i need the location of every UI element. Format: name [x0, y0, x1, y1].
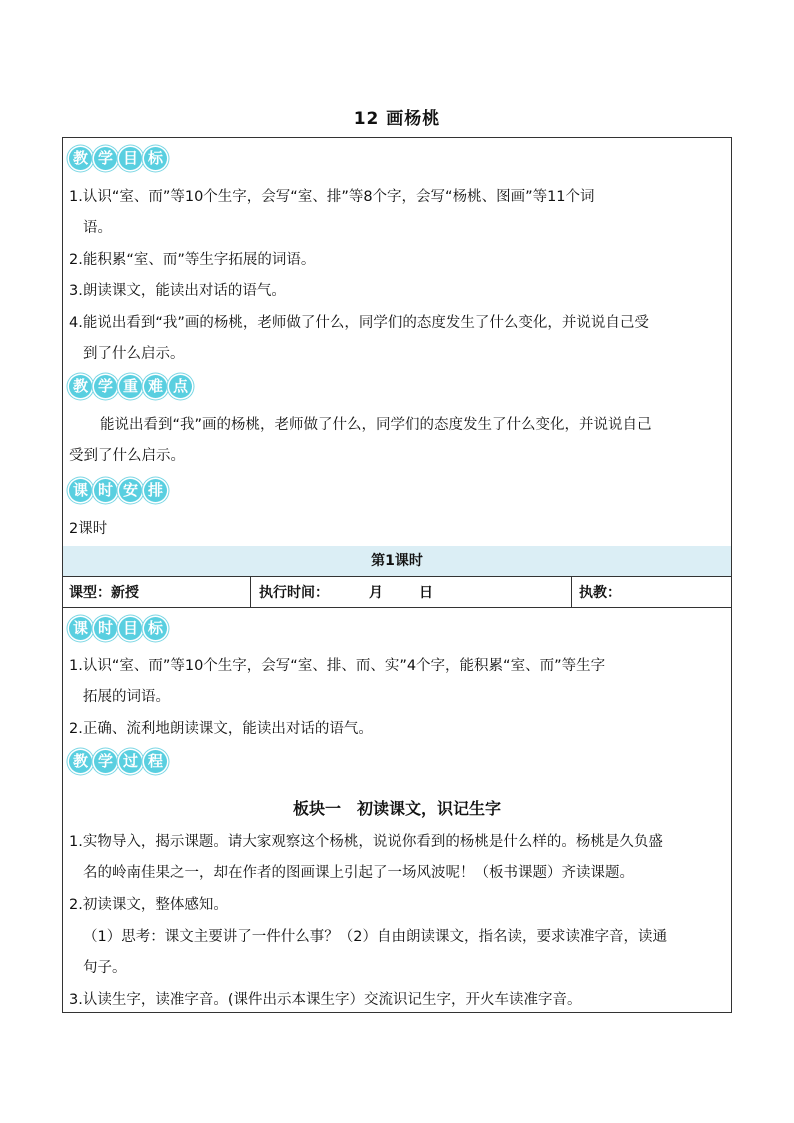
lesson-goal-2: 2.正确、流利地朗读课文，能读出对话的语气。	[69, 721, 373, 737]
badge-char: 目	[119, 617, 142, 640]
badge-char: 学	[94, 375, 117, 398]
teacher-label: 执教：	[579, 585, 621, 601]
badge-char: 教	[69, 375, 92, 398]
lesson-header: 第1课时	[63, 546, 731, 576]
lesson-goal-1-line1: 1.认识“室、而”等10个生字，会写“室、排、而、实”4个字，能积累“室、而”等生字	[69, 658, 606, 674]
badge-char: 标	[144, 147, 167, 170]
process-3-line2: 句子。	[83, 960, 127, 976]
key-points-line1: 能说出看到“我”画的杨桃，老师做了什么，同学们的态度发生了什么变化，并说说自己	[100, 417, 652, 433]
section-badge-process	[69, 750, 167, 778]
divider	[63, 576, 731, 577]
objective-2: 2.能积累“室、而”等生字拓展的词语。	[69, 252, 316, 268]
badge-char: 课	[69, 479, 92, 502]
process-2: 2.初读课文，整体感知。	[69, 897, 228, 913]
day-label: 日	[419, 585, 433, 601]
badge-char: 学	[94, 147, 117, 170]
divider	[63, 607, 731, 608]
objective-4-line2: 到了什么启示。	[83, 346, 185, 362]
process-3-line1: （1）思考：课文主要讲了一件什么事？（2）自由朗读课文，指名读，要求读准字音，读通	[83, 929, 667, 945]
badge-char: 程	[144, 750, 167, 773]
execution-time-label: 执行时间：	[259, 585, 329, 601]
badge-char: 时	[94, 479, 117, 502]
process-4: 3.认读生字，读准字音。(课件出示本课生字）交流识记生字，开火车读准字音。	[69, 992, 582, 1008]
section-badge-lesson-goals	[69, 617, 167, 645]
badge-char: 标	[144, 617, 167, 640]
badge-char: 教	[69, 147, 92, 170]
section-badge-key-points	[69, 375, 192, 403]
process-1-line2: 名的岭南佳果之一，却在作者的图画课上引起了一场风波呢！（板书课题）齐读课题。	[83, 865, 634, 881]
month-label: 月	[369, 585, 383, 601]
badge-char: 安	[119, 479, 142, 502]
objective-1-line1: 1.认识“室、而”等10个生字，会写“室、排”等8个字，会写“杨桃、图画”等11个词	[69, 189, 595, 205]
badge-char: 学	[94, 750, 117, 773]
lesson-plan-table	[62, 137, 732, 1013]
column-divider	[571, 576, 572, 607]
schedule-text: 2课时	[69, 521, 108, 537]
lesson-goal-1-line2: 拓展的词语。	[83, 689, 170, 705]
page-title: 12 画杨桃	[353, 109, 441, 129]
badge-char: 排	[144, 479, 167, 502]
objective-4-line1: 4.能说出看到“我”画的杨桃，老师做了什么，同学们的态度发生了什么变化，并说说自己受	[69, 315, 649, 331]
process-1-line1: 1.实物导入，揭示课题。请大家观察这个杨桃，说说你看到的杨桃是什么样的。杨桃是久负盛	[69, 834, 663, 850]
key-points-line2: 受到了什么启示。	[69, 448, 185, 464]
section-badge-schedule	[69, 479, 167, 507]
badge-char: 点	[169, 375, 192, 398]
objective-1-line2: 语。	[83, 220, 112, 236]
column-divider	[250, 576, 251, 607]
objective-3: 3.朗读课文，能读出对话的语气。	[69, 283, 286, 299]
badge-char: 重	[119, 375, 142, 398]
badge-char: 过	[119, 750, 142, 773]
block-title: 板块一 初读课文，识记生字	[292, 799, 501, 818]
badge-char: 难	[144, 375, 167, 398]
badge-char: 目	[119, 147, 142, 170]
badge-char: 教	[69, 750, 92, 773]
section-badge-objectives	[69, 147, 167, 175]
badge-char: 时	[94, 617, 117, 640]
lesson-type: 课型：新授	[69, 585, 139, 601]
badge-char: 课	[69, 617, 92, 640]
